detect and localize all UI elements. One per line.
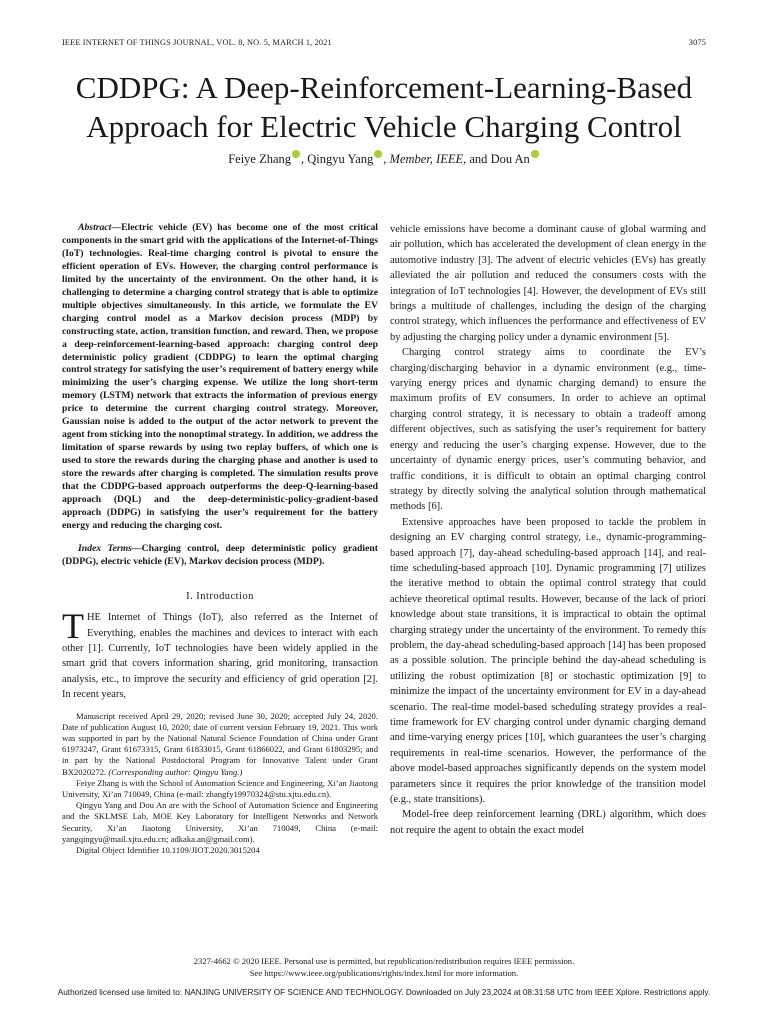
paper-title (40, 68, 728, 146)
author-name: Qingyu Yang (307, 152, 374, 167)
footnote-author-affiliation: Feiye Zhang is with the School of Automation Science and Engineering, Xi’an Jiaotong University, Xi’an 710049, China (e-mail: zhangfy19970324@stu.xjtu.edu.cn). (62, 777, 378, 800)
body-paragraph: Extensive approaches have been proposed to tackle the problem in designing an EV charging control strategy, i.e., dynamic-programming-based approach [7], day-ahead scheduling-based approach [14], and real-time scheduling-based approach [10]. Dynamic programming [7] utilizes the iterative method to obtain the optimal control strategy that could achieve theoretical optimal results. However, because of the lack of priori knowledge about state transitions, it is impractical to obtain the optimal charging strategy under the uncertainty of the environment. To remedy this problem, the day-ahead scheduling-based approach [14] has been proposed as a possible solution. The principle behind the day-ahead scheduling is utilizing the robust optimization [8] or stochastic optimization [9] to minimize the impact of the uncertainty environment for EV in a day-ahead scenario. The real-time model-based scheduling strategy provides a real-time framework for EV charging control under dynamic charging demand and time-varying energy prices [10], which guarantees the user’s charging requirements in real-time scenarios. However, the performance of the above model-based approaches significantly depends on the system model parameters since it requires the prior knowledge of the transition model (e.g., state transitions). (390, 516, 706, 806)
intro-paragraph (62, 606, 378, 702)
author-separator: , (383, 152, 390, 167)
body-paragraph: Charging control strategy aims to coordinate the EV’s charging/discharging behavior in a dynamic environment (e.g., time-varying energy prices and dynamic charging demand) to ensure the maximum profits of EV consumers. In order to achieve an optimal charging control strategy, it is necessary to obtain a tradeoff among different objectives, such as satisfying the user’s requirement for battery energy and reducing the user’s charging expense. However, due to the uncertainty of dynamic energy prices, user’s commuting behavior, and traffic conditions, it is difficult to obtain an optimal charging control strategy by directly solving the analytical solution through mathematical methods [6]. (390, 347, 706, 513)
author-separator: , and (463, 152, 491, 167)
author-list (40, 150, 728, 167)
footnote-doi: Digital Object Identifier 10.1109/JIOT.2020.3015204 (76, 845, 260, 856)
page-number: 3075 (688, 38, 706, 47)
footnote-manuscript: Manuscript received April 29, 2020; revised June 30, 2020; accepted July 24, 2020. Date of publication August 10, 2020; date of current version February 19, 2021. This work was supported in part by the National Natural Science Foundation of China under Grant 61973247, Grant 61673315, Grant 61833015, Grant 61866022, and Grant 61803295; and in part by the National Postdoctoral Program for Innovative Talent under Grant BX2020272. (Corresponding author: Qingyu Yang.) (62, 710, 378, 777)
abstract-text: —Electric vehicle (EV) has become one of the most critical components in the smart grid with the applications of the Internet-of-Things (IoT) technologies. Real-time charging control is pivotal to ensure the efficient operation of EVs. However, the charging control performance is limited by the uncertainty of the environment. On the other hand, it is challenging to determine a charging control strategy that is able to optimize multiple objectives simultaneously. In this article, we formulate the EV charging control model as a Markov decision process (MDP) by constructing state, action, transition function, and reward. Then, we propose a deep-reinforcement-learning-based approach: charging control deep deterministic policy gradient (CDDPG) to learn the optimal charging control strategy for satisfying the user’s requirement of battery energy while minimizing the user’s charging expense. We utilize the long short-term memory (LSTM) network that extracts the information of previous energy price to determine the current charging control strategy. Moreover, Gaussian noise is added to the output of the actor network to prevent the agent from sticking into the nonoptimal strategy. In addition, we address the limitation of sparse rewards by using two replay buffers, of which one is used to store the rewards during the charging phase and another is used to store the rewards after charging is completed. The simulation results prove that the CDDPG-based approach outperforms the deep-Q-learning-based approach (DQL) and the deep-deterministic-policy-gradient-based approach (DDPG) in satisfying the user’s requirement for the battery energy and reducing the charging cost. (62, 222, 378, 531)
corresponding-author: (Corresponding author: Qingyu Yang.) (108, 766, 243, 777)
abstract (62, 222, 378, 533)
orcid-icon[interactable] (292, 150, 300, 158)
footnotes (62, 711, 378, 857)
orcid-icon[interactable] (531, 150, 539, 158)
index-terms (62, 543, 378, 569)
section-heading: I. Introduction (186, 590, 254, 602)
license-notice: Authorized licensed use limited to: NANJING UNIVERSITY OF SCIENCE AND TECHNOLOGY. Downloaded on July 23,2024 at 08:31:58 UTC from IEEE Xplore. Restrictions apply. (57, 988, 711, 997)
index-terms-label: Index Terms (78, 542, 132, 554)
left-column (62, 222, 378, 856)
journal-info: IEEE INTERNET OF THINGS JOURNAL, VOL. 8, NO. 5, MARCH 1, 2021 (62, 38, 332, 47)
right-column (390, 222, 706, 838)
title-line-2: Approach for Electric Vehicle Charging Control (86, 109, 682, 144)
rights-link[interactable]: See https://www.ieee.org/publications/rights/index.html for more information. (249, 967, 519, 978)
intro-text: HE Internet of Things (IoT), also referred as the Internet of Everything, enables the machines and devices to interact with each other [1]. Currently, IoT technologies have been widely applied in the smart grid that covers information sharing, grid monitoring, transaction analysis, etc., to improve the security and efficiency of grid operation [2]. In recent years, (62, 612, 378, 701)
author-separator: , (301, 152, 308, 167)
author-role: Member, IEEE (389, 152, 464, 167)
index-terms-text: —Charging control, deep deterministic policy gradient (DDPG), electric vehicle (EV), Markov decision process (MDP). (62, 542, 378, 567)
running-header (62, 38, 706, 47)
abstract-label: Abstract (78, 222, 112, 233)
footnote-author-affiliation: Qingyu Yang and Dou An are with the School of Automation Science and Engineering and the SKLMSE Lab, MOE Key Laboratory for Intelligent Networks and Network Security, Xi’an Jiaotong University, Xi’an 710049, China (e-mail: yangqingyu@mail.xjtu.edu.cn; adkaka.an@gmail.com). (62, 800, 378, 844)
title-line-1: CDDPG: A Deep-Reinforcement-Learning-Based (75, 70, 693, 105)
orcid-icon[interactable] (374, 150, 382, 158)
body-paragraph: Model-free deep reinforcement learning (DRL) algorithm, which does not require the agent to obtain the exact model (390, 809, 706, 836)
drop-cap: T (62, 606, 84, 647)
body-paragraph: vehicle emissions have become a dominant cause of global warming and air pollution, which has accelerated the development of clean energy in the automotive industry [3]. The advent of electric vehicles (EVs) has greatly alleviated the air pollution and reduced the consumers costs with the integration of IoT technologies [4]. However, the development of EVs still brings a multitude of challenges, including the design of the charging control strategy, which influences the performance and effectiveness of EV by adjusting the charging policy under a dynamic environment [5]. (390, 224, 706, 343)
copyright-line: 2327-4662 © 2020 IEEE. Personal use is permitted, but republication/redistribution requires IEEE permission. (193, 956, 575, 966)
author-name: Feiye Zhang (228, 152, 292, 167)
author-name: Dou An (490, 152, 530, 167)
copyright-notice (40, 956, 728, 979)
